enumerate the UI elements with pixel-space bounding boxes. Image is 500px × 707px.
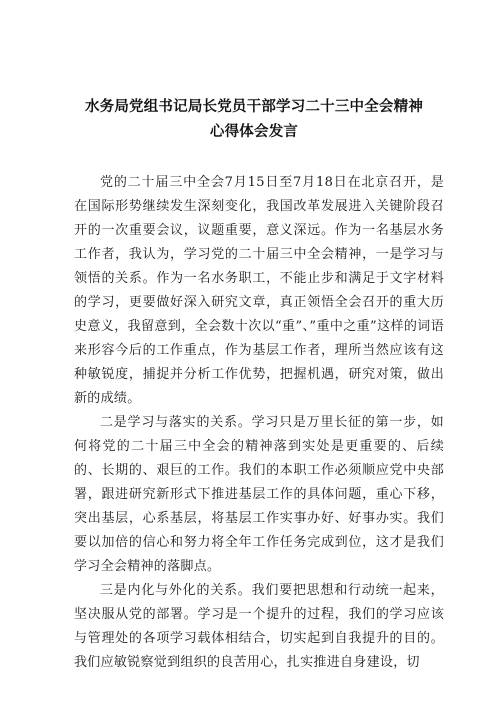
title-line-2: 心得体会发言 <box>209 124 299 140</box>
document-body <box>74 171 444 675</box>
document-title <box>74 95 444 145</box>
paragraph-2: 二是学习与落实的关系。学习只是万里长征的第一步，如何将党的二十届三中全会的精神落到实处是更重要的、后续的、长期的、艰巨的工作。我们的本职工作必须顺应党中央部署，跟进研究新形式下推进基层工作的具体问题，重心下移，突出基层，心系基层，将基层工作实事办好、好事办实。我们要以加倍的信心和努力将全年工作任务完成到位，这才是我们学习全会精神的落脚点。 <box>74 415 444 574</box>
paragraph-1: 党的二十届三中全会7月15日至7月18日在北京召开，是在国际形势继续发生深刻变化，我国改革发展进入关键阶段召开的一次重要会议，议题重要，意义深远。作为一名基层水务工作者，我认为，学习党的二十届三中全会精神，一是学习与领悟的关系。作为一名水务职工，不能止步和满足于文字材料的学习，更要做好深入研究文章，真正领悟全会召开的重大历史意义，我留意到，全会数十次以“重”、”重中之重”这样的词语来形容今后的工作重点，作为基层工作者，理所当然应该有这种敏锐度，捕捉并分析工作优势，把握机遇，研究对策，做出新的成绩。 <box>74 175 444 406</box>
paragraph-3: 三是内化与外化的关系。我们要把思想和行动统一起来，坚决服从党的部署。学习是一个提升的过程，我们的学习应该与管理处的各项学习载体相结合，切实起到自我提升的目的。我们应敏锐察觉到组织的良苦用心，扎实推进自身建设，切 <box>74 583 444 670</box>
title-line-1: 水务局党组书记局长党员干部学习二十三中全会精神 <box>84 99 424 115</box>
